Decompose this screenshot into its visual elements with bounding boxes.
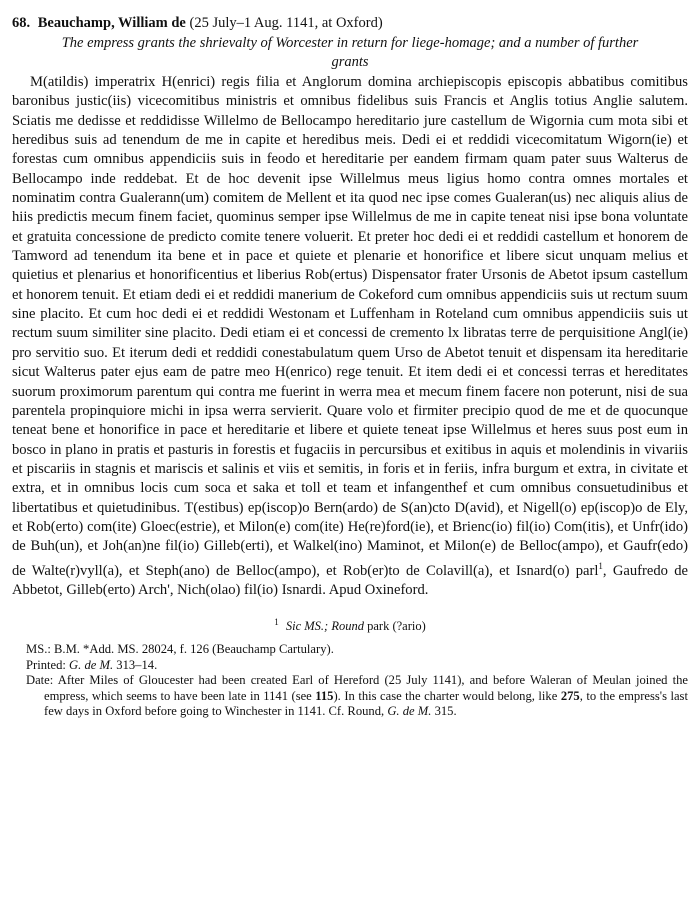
charter-footnote-mark: 1 xyxy=(598,560,603,571)
footnote-sic: Sic MS.; xyxy=(285,619,329,634)
charter-body: M(atildis) imperatrix H(enrici) regis filia et Anglorum domina archiepiscopis episcopis abbatibus comitibus baronibus justic(iis) vicecomitibus ministris et omnibus fidelibus suis Francis et Anglis totius Anglie salutem. Sciatis me dedisse et reddidisse Willelmo de Bellocampo hereditario jure castellum de Wigornia cum mota sibi et heredibus suis ad tenendum de me in capite et heredibus meis. Dedi ei et reddidi vicecomitatum Wigorn(ie) et forestas cum omnibus appendiciis suis in feodo et hereditarie per eandem firmam quam pater suus Walterus de Bellocampo inde reddebat. Et de hoc devenit ipse Willelmus meus ligius homo contra omnes mortales et nominatim contra Gualerann(um) comitem de Mellent et ita quod nec ipse comes Gualeran(us) nec aliquis alius de hiis predictis mecum finem faciet, quominus semper ipse Willelmus de me in capite teneat nisi ipse bona voluntate et gratuita concessione de predicto comite tenere voluerit. Et preter hoc dedi ei et reddidi castellum et honorem de Tamword ad tenendum ita bene et in pace et quiete et plenarie et honorifice et libere sicut unquam melius et quietius et plenarius et honorificentius et liberius Rob(ertus) Dispensator frater Ursonis de Abetot ipsum castellum et honorem tenuit. Et etiam dedi ei et reddidi manerium de Cokeford cum omnibus appendiciis suis ut rectum suum sine placito. Et cum hoc dedi ei et reddidi Westonam et Luffenham in Roteland cum omnibus appendiciis suis ut rectum suum similiter sine placito. Dedi etiam ei et concessi de cremento lx libratas terre de perquisitione Angl(ie) pro servitio suo. Et iterum dedi et reddidi conestabulatum quem Urso de Abetot tenuit et dispensam ita hereditarie sicut Walterus pater ejus eam de patre meo H(enrico) rege tenuit. Et item dedi ei et concessi terras et hereditates suorum proximorum parentum qui contra me fuerint in werra mea et mecum finem facere non poterunt, nisi de sua parentela propinquiore michi in ipsa werra servierit. Quare volo et firmiter precipio quod de me et de quocunque teneat bene et honorifice in pace et hereditarie et libere et quiete teneat ipse Willelmus et heres suus post eum in bosco in plano in pratis et pasturis in forestis et fugaciis in percursibus et exitibus in aquis et molendinis in vivariis et piscariis in stagnis et mariscis et salinis et viis et semitis, in foris et in feriis, infra burgum et extra, in civitate et extra, et in omnibus locis cum soca et saka et toll et team et infangenthef et cum omnibus consuetudinibus et libertatibus et quietudinibus. T(estibus) ep(iscop)o Bern(ardo) de S(an)cto D(avid), et Nigell(o) ep(iscop)o de Ely, et Rob(erto) com(ite) Gloec(estrie), et Milon(e) com(ite) He(re)ford(ie), et Brienc(io) fil(io) Com(itis), et Unfr(ido) de Buh(un), et Joh(an)ne fil(io) Gilleb(erti), et Walkel(ino) Maminot, et Milon(e) de Belloc(ampo), et Gaufr(edo) de Walte(r)vyll(a), et Steph(ano) de Belloc(ampo), et Rob(er)to de Colavill(a), et Isnard(o) parl xyxy=(12,74,688,579)
charter-title: Beauchamp, William de xyxy=(37,15,186,31)
charter-number: 68. xyxy=(12,15,31,31)
printed-pages: 313–14. xyxy=(116,657,158,672)
date-ref-115: 115 xyxy=(315,688,334,703)
date-text-3: , to the empress's last few days in Oxford before going to Winchester in 1141. Cf. Round, xyxy=(44,688,688,719)
printed-line xyxy=(26,658,688,674)
footnote-rest: park (?ario) xyxy=(367,619,426,634)
charter-heading xyxy=(12,14,688,33)
manuscript-label: MS.: xyxy=(26,642,51,657)
printed-label: Printed: xyxy=(26,657,66,672)
footnote-mark: 1 xyxy=(274,617,279,628)
charter-text xyxy=(12,73,688,600)
date-text-2: ). In this case the charter would belong, like xyxy=(333,688,558,703)
charter-summary: The empress grants the shrievalty of Worcester in return for liege-homage; and a number of further grants xyxy=(61,35,639,70)
charter-body-tail: , Gaufredo de Abbetot, Gilleb(erto) Arch', Nich(olao) fil(io) Isnardi. Apud Oxineford. xyxy=(12,562,688,598)
charter-date-place: (25 July–1 Aug. 1141, at Oxford) xyxy=(189,15,383,31)
manuscript-line xyxy=(26,642,688,658)
date-label: Date: xyxy=(26,673,54,688)
date-text-4: 315. xyxy=(434,704,457,719)
manuscript-text: B.M. *Add. MS. 28024, f. 126 (Beauchamp Cartulary). xyxy=(54,642,334,657)
footnote-round: Round xyxy=(331,619,364,634)
footnote xyxy=(12,613,688,635)
date-text-1: After Miles of Gloucester had been created Earl of Hereford (25 July 1141), and before Waleran of Meulan joined the empress, which seems to have been late in 1141 (see xyxy=(44,673,688,703)
date-ref-gdem: G. de M. xyxy=(387,704,432,719)
apparatus xyxy=(12,642,688,720)
printed-ref: G. de M. xyxy=(69,657,114,672)
date-note xyxy=(26,673,688,720)
date-ref-275: 275 xyxy=(560,688,580,703)
